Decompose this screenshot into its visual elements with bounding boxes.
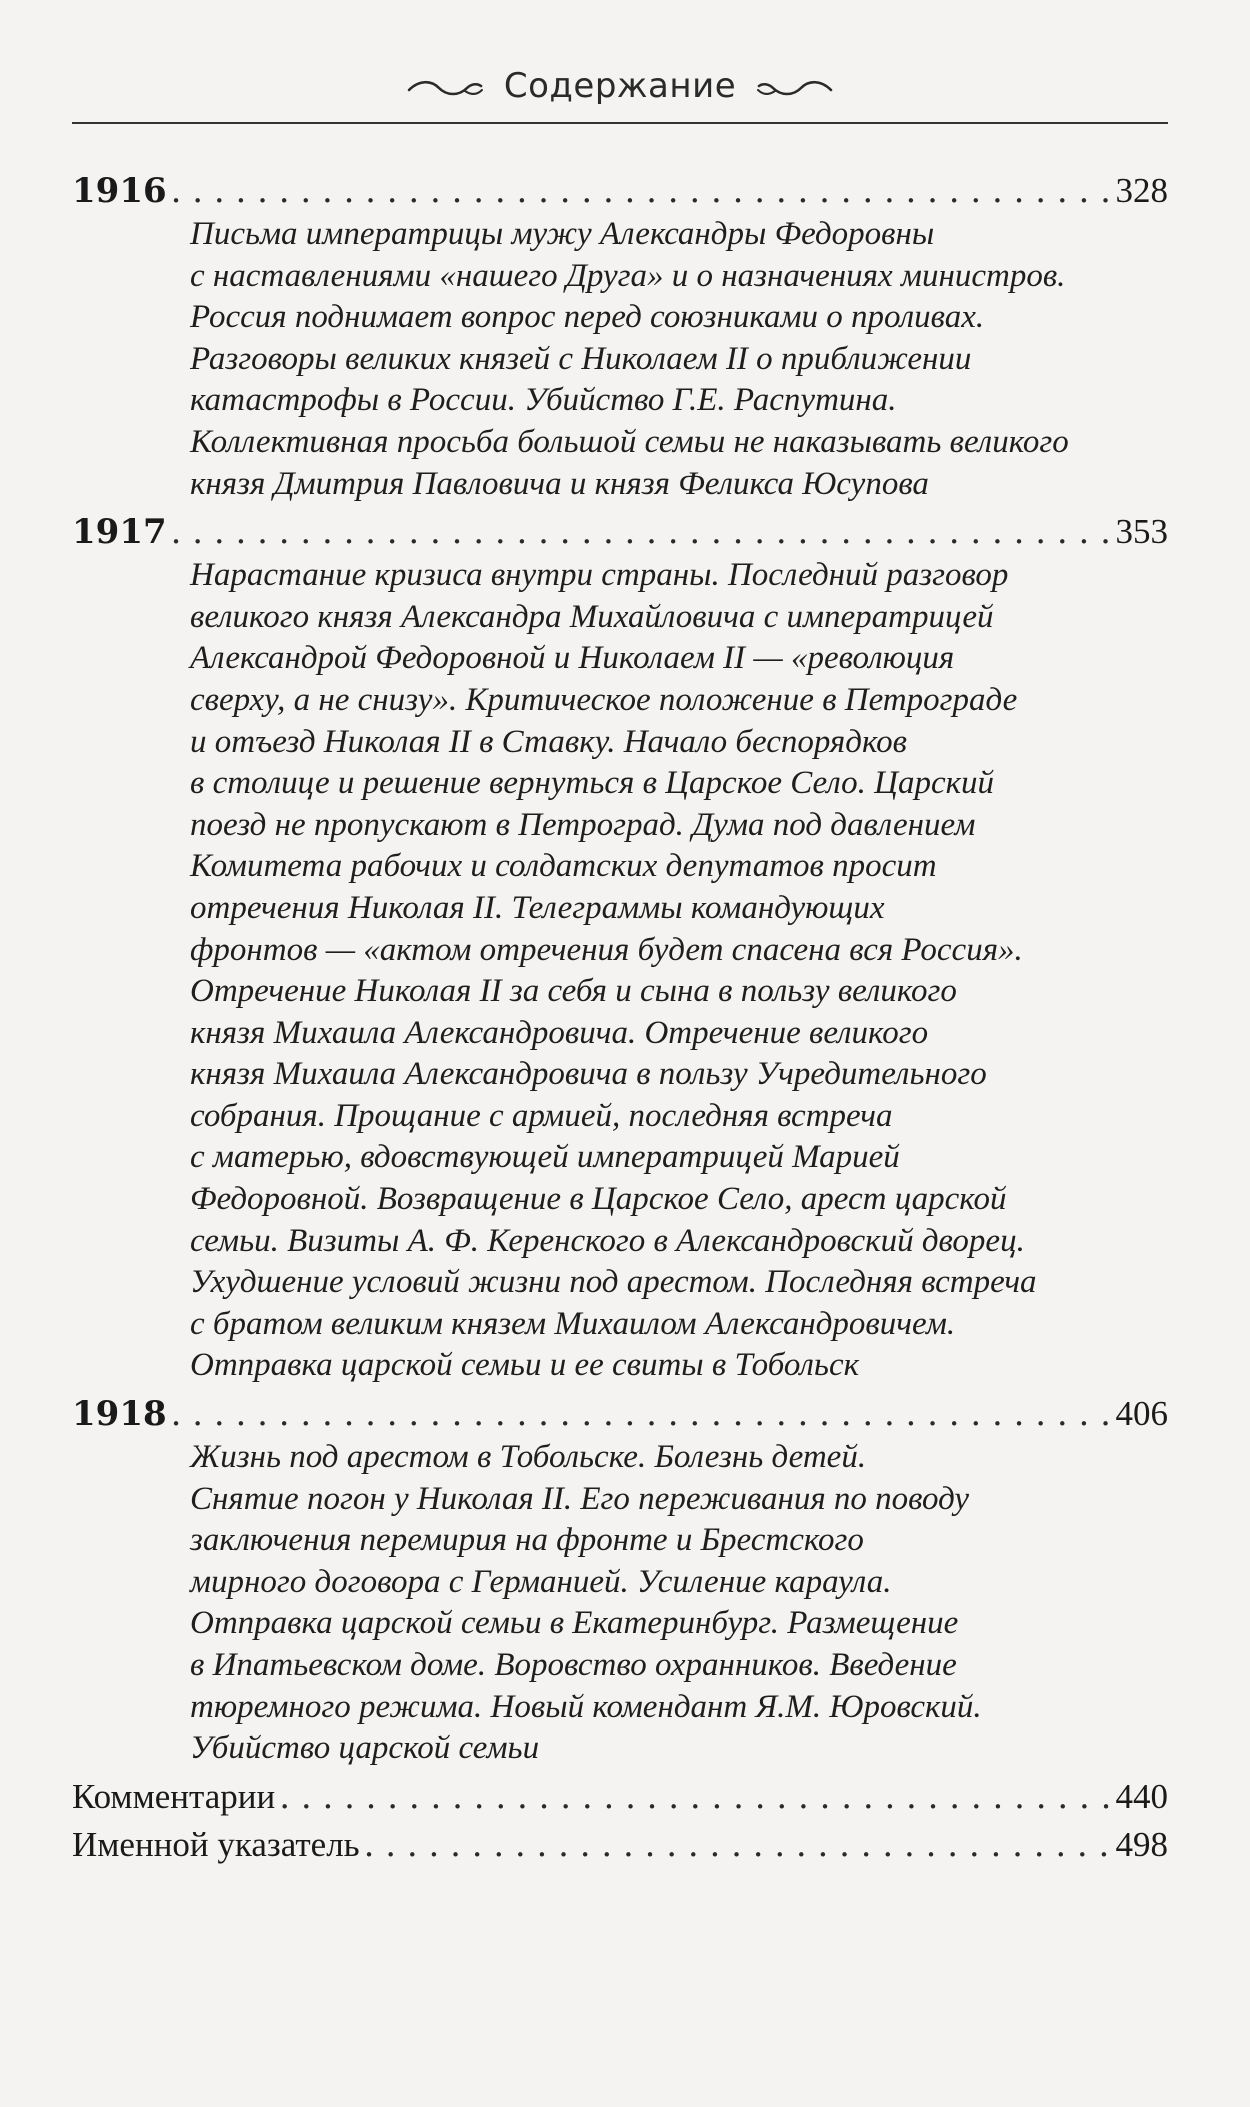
- toc-entry-label: Именной указатель: [72, 1824, 360, 1864]
- description-line: Убийство царской семьи: [190, 1730, 540, 1767]
- toc-entry-description: [190, 555, 1168, 1387]
- description-line: князя Дмитрия Павловича и князя Феликса Юсупова: [190, 465, 929, 502]
- toc-entry-heading: [72, 1774, 1168, 1820]
- toc-entry-heading: [72, 509, 1168, 555]
- toc-entry-heading: [72, 1822, 1168, 1868]
- toc-entry-description: [190, 1437, 1168, 1770]
- description-line: отречения Николая II. Телеграммы командующих: [190, 889, 885, 926]
- toc-page-number: 353: [1115, 512, 1168, 552]
- toc-page-number: 406: [1115, 1394, 1168, 1434]
- running-header: [72, 60, 1168, 130]
- description-line: Федоровной. Возвращение в Царское Село, арест царской: [190, 1181, 1007, 1218]
- description-line: Снятие погон у Николая II. Его переживания по поводу: [190, 1480, 970, 1517]
- left-flourish-icon: [405, 77, 485, 99]
- dot-leader: [171, 1391, 1112, 1437]
- description-line: Жизнь под арестом в Тобольске. Болезнь детей.: [190, 1439, 867, 1476]
- dot-leader: [171, 168, 1112, 214]
- page-title: Содержание: [503, 66, 737, 106]
- toc-entry-1916: [72, 168, 1168, 505]
- description-line: семьи. Визиты А. Ф. Керенского в Александровский дворец.: [190, 1222, 1025, 1259]
- toc-entry-1917: [72, 509, 1168, 1387]
- header-divider: [72, 122, 1168, 124]
- description-line: в Ипатьевском доме. Воровство охранников. Введение: [190, 1647, 957, 1683]
- description-line: Отречение Николая II за себя и сына в пользу великого: [190, 973, 957, 1010]
- description-line: Письма императрицы мужу Александры Федоровны: [190, 216, 935, 252]
- description-line: тюремного режима. Новый комендант Я.М. Юровский.: [190, 1688, 982, 1725]
- toc-entry-label: Комментарии: [72, 1776, 276, 1816]
- description-line: Александрой Федоровной и Николаем II — «революция: [190, 640, 955, 677]
- description-line: в столице и решение вернуться в Царское Село. Царский: [190, 765, 995, 802]
- description-line: Коллективная просьба большой семьи не наказывать великого: [190, 423, 1069, 460]
- description-line: поезд не пропускают в Петроград. Дума под давлением: [190, 806, 976, 843]
- description-line: Отправка царской семьи в Екатеринбург. Размещение: [190, 1605, 959, 1642]
- description-line: Разговоры великих князей с Николаем II о приближении: [190, 340, 972, 377]
- dot-leader: [279, 1774, 1111, 1820]
- description-line: с братом великим князем Михаилом Александровичем.: [190, 1305, 956, 1342]
- description-line: с матерью, вдовствующей императрицей Марией: [190, 1139, 900, 1176]
- description-line: катастрофы в России. Убийство Г.Е. Распутина.: [190, 382, 897, 419]
- toc-entry-comments: [72, 1774, 1168, 1820]
- toc-entry-1918: [72, 1391, 1168, 1770]
- toc-entry-heading: [72, 168, 1168, 214]
- toc-page-number: 498: [1115, 1824, 1168, 1864]
- description-line: Комитета рабочих и солдатских депутатов просит: [190, 848, 937, 885]
- description-line: великого князя Александра Михайловича с императрицей: [190, 598, 994, 635]
- description-line: собрания. Прощание с армией, последняя встреча: [190, 1097, 893, 1134]
- description-line: мирного договора с Германией. Усиление караула.: [190, 1563, 892, 1600]
- description-line: заключения перемирия на фронте и Брестского: [190, 1522, 864, 1559]
- description-line: князя Михаила Александровича. Отречение великого: [190, 1014, 929, 1051]
- dot-leader: [171, 509, 1112, 555]
- description-line: с наставлениями «нашего Друга» и о назначениях министров.: [190, 257, 1066, 294]
- book-page: [72, 60, 1168, 2060]
- toc-entry-label: 1918: [72, 1394, 167, 1435]
- description-line: и отъезд Николая II в Ставку. Начало беспорядков: [190, 723, 907, 760]
- toc-entry-description: [190, 214, 1168, 505]
- toc-page-number: 440: [1115, 1776, 1168, 1816]
- description-line: Ухудшение условий жизни под арестом. Последняя встреча: [190, 1264, 1037, 1301]
- right-flourish-icon: [755, 77, 835, 99]
- toc-entry-name-index: [72, 1822, 1168, 1868]
- toc-entry-label: 1916: [72, 171, 167, 211]
- description-line: Россия поднимает вопрос перед союзниками о проливах.: [190, 299, 985, 336]
- description-line: князя Михаила Александровича в пользу Учредительного: [190, 1056, 987, 1093]
- description-line: Нарастание кризиса внутри страны. Последний разговор: [190, 557, 1009, 594]
- toc-entry-label: 1917: [72, 512, 167, 553]
- header-title-row: [72, 66, 1168, 106]
- description-line: сверху, а не снизу». Критическое положение в Петрограде: [190, 681, 1018, 718]
- toc-entry-heading: [72, 1391, 1168, 1437]
- table-of-contents: [72, 168, 1168, 1868]
- toc-page-number: 328: [1115, 171, 1168, 210]
- description-line: фронтов — «актом отречения будет спасена вся Россия».: [190, 931, 1023, 968]
- dot-leader: [364, 1822, 1112, 1868]
- description-line: Отправка царской семьи и ее свиты в Тобольск: [190, 1347, 860, 1384]
